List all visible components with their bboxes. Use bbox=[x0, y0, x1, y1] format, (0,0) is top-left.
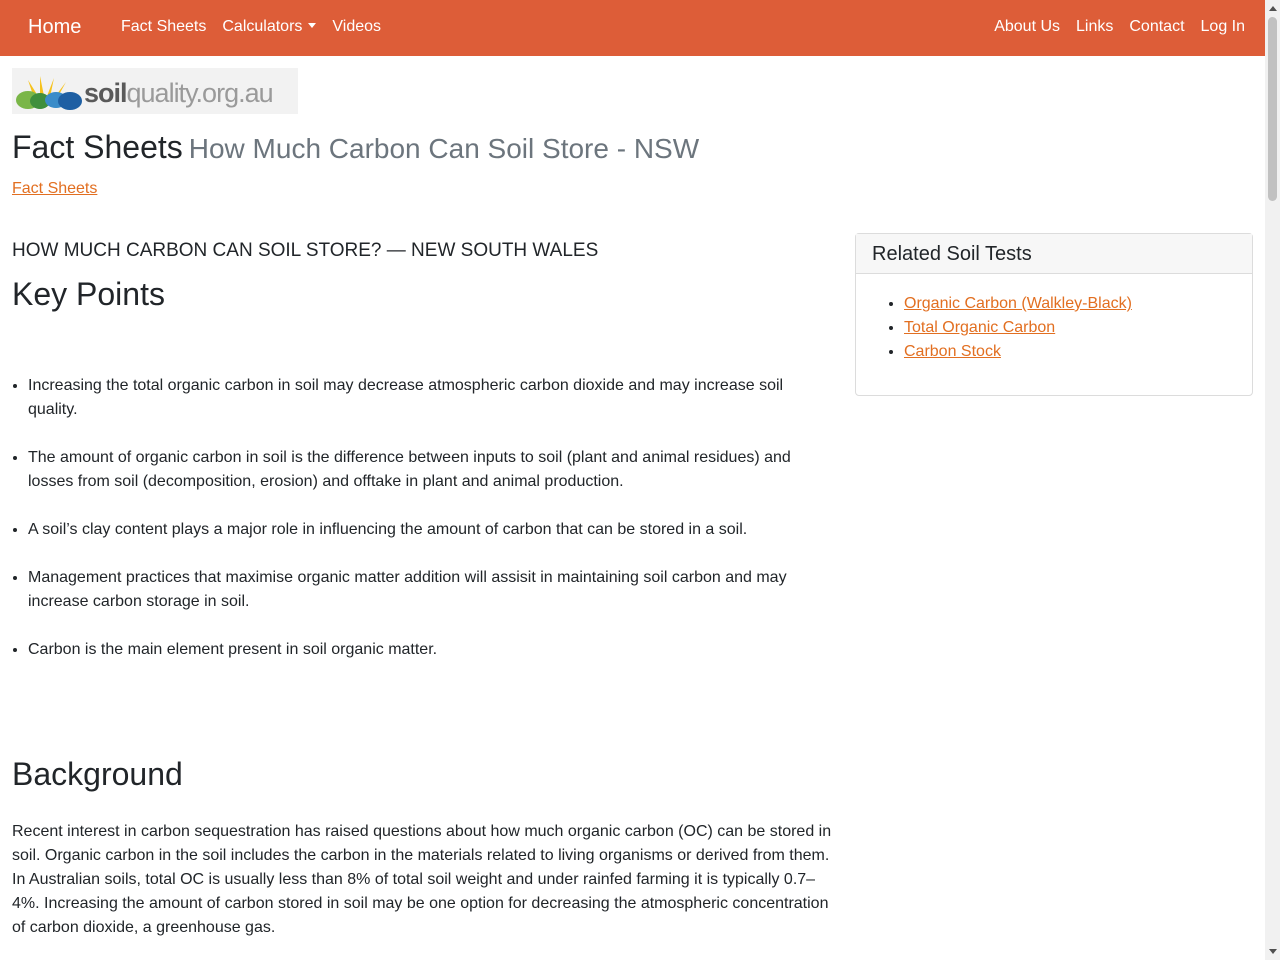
related-soil-tests-card bbox=[855, 233, 1253, 396]
list-item bbox=[904, 340, 1252, 364]
page-title-main: Fact Sheets bbox=[12, 129, 183, 165]
list-item: • A soil’s clay content plays a major role in influencing the amount of carbon that can be stored in a soil. bbox=[28, 518, 818, 542]
site-logo[interactable] bbox=[12, 68, 298, 114]
document-title: HOW MUCH CARBON CAN SOIL STORE? — NEW SOUTH WALES bbox=[12, 240, 599, 261]
list-item: • Increasing the total organic carbon in soil may decrease atmospheric carbon dioxide and may increase soil quality. bbox=[28, 374, 818, 422]
sunrise-logo-icon bbox=[14, 74, 86, 110]
carbon-stock-link[interactable]: Carbon Stock bbox=[904, 343, 1001, 360]
list-item: • Management practices that maximise organic matter addition will assisit in maintaining soil carbon and may increase carbon storage in soil. bbox=[28, 566, 818, 614]
caret-down-icon bbox=[308, 23, 316, 28]
nav-fact-sheets-link[interactable]: Fact Sheets bbox=[121, 18, 207, 35]
total-organic-carbon-link[interactable]: Total Organic Carbon bbox=[904, 319, 1056, 336]
vertical-scrollbar[interactable] bbox=[1265, 0, 1280, 960]
list-item bbox=[904, 292, 1252, 316]
logo-soil-text: soil bbox=[84, 78, 127, 108]
nav-contact-link[interactable]: Contact bbox=[1129, 18, 1185, 35]
page-title bbox=[12, 129, 699, 166]
list-item: • The amount of organic carbon in soil is the difference between inputs to soil (plant and animal residues) and losses from soil (decomposition, erosion) and offtake in plant and animal production. bbox=[28, 446, 818, 494]
nav-left-menu bbox=[121, 18, 381, 36]
nav-about-us-link[interactable]: About Us bbox=[994, 18, 1061, 35]
nav-home-link[interactable]: Home bbox=[28, 16, 82, 38]
nav-links-link[interactable]: Links bbox=[1076, 18, 1114, 35]
nav-right-menu bbox=[994, 18, 1245, 36]
main-content bbox=[12, 240, 837, 936]
key-points-list bbox=[12, 374, 818, 686]
nav-login-link[interactable]: Log In bbox=[1200, 18, 1245, 35]
logo-domain-text: quality.org.au bbox=[126, 78, 273, 108]
key-points-heading: Key Points bbox=[12, 276, 165, 312]
list-item bbox=[904, 316, 1252, 340]
organic-carbon-walkley-black-link[interactable]: Organic Carbon (Walkley-Black) bbox=[904, 295, 1132, 312]
breadcrumb-fact-sheets-link[interactable]: Fact Sheets bbox=[12, 180, 98, 197]
background-paragraph: Recent interest in carbon sequestration has raised questions about how much organic carbon (OC) can be stored in soil. Organic carbon in the soil includes the carbon in the materials related to living organisms or derived from them. In Australian soils, total OC is usually less than 8% of total soil weight and under rainfed farming it is typically 0.7–4%. Increasing the amount of carbon stored in soil may be one option for decreasing the atmospheric concentration of carbon dioxide, a greenhouse gas. bbox=[12, 823, 832, 936]
related-soil-tests-title: Related Soil Tests bbox=[856, 234, 1252, 274]
logo-wordmark bbox=[84, 78, 273, 109]
top-navbar bbox=[0, 0, 1265, 56]
nav-videos-link[interactable]: Videos bbox=[332, 18, 382, 35]
related-tests-list bbox=[856, 292, 1252, 364]
nav-calculators-label: Calculators bbox=[222, 18, 303, 35]
scrollbar-thumb[interactable] bbox=[1268, 17, 1277, 201]
background-heading: Background bbox=[12, 756, 183, 792]
list-item: • Carbon is the main element present in soil organic matter. bbox=[28, 638, 818, 662]
scroll-down-arrow-icon[interactable] bbox=[1269, 949, 1277, 954]
page-subtitle: How Much Carbon Can Soil Store - NSW bbox=[188, 133, 700, 164]
breadcrumb bbox=[12, 180, 97, 198]
scroll-up-arrow-icon[interactable] bbox=[1269, 6, 1277, 11]
nav-calculators-dropdown[interactable] bbox=[222, 18, 316, 36]
